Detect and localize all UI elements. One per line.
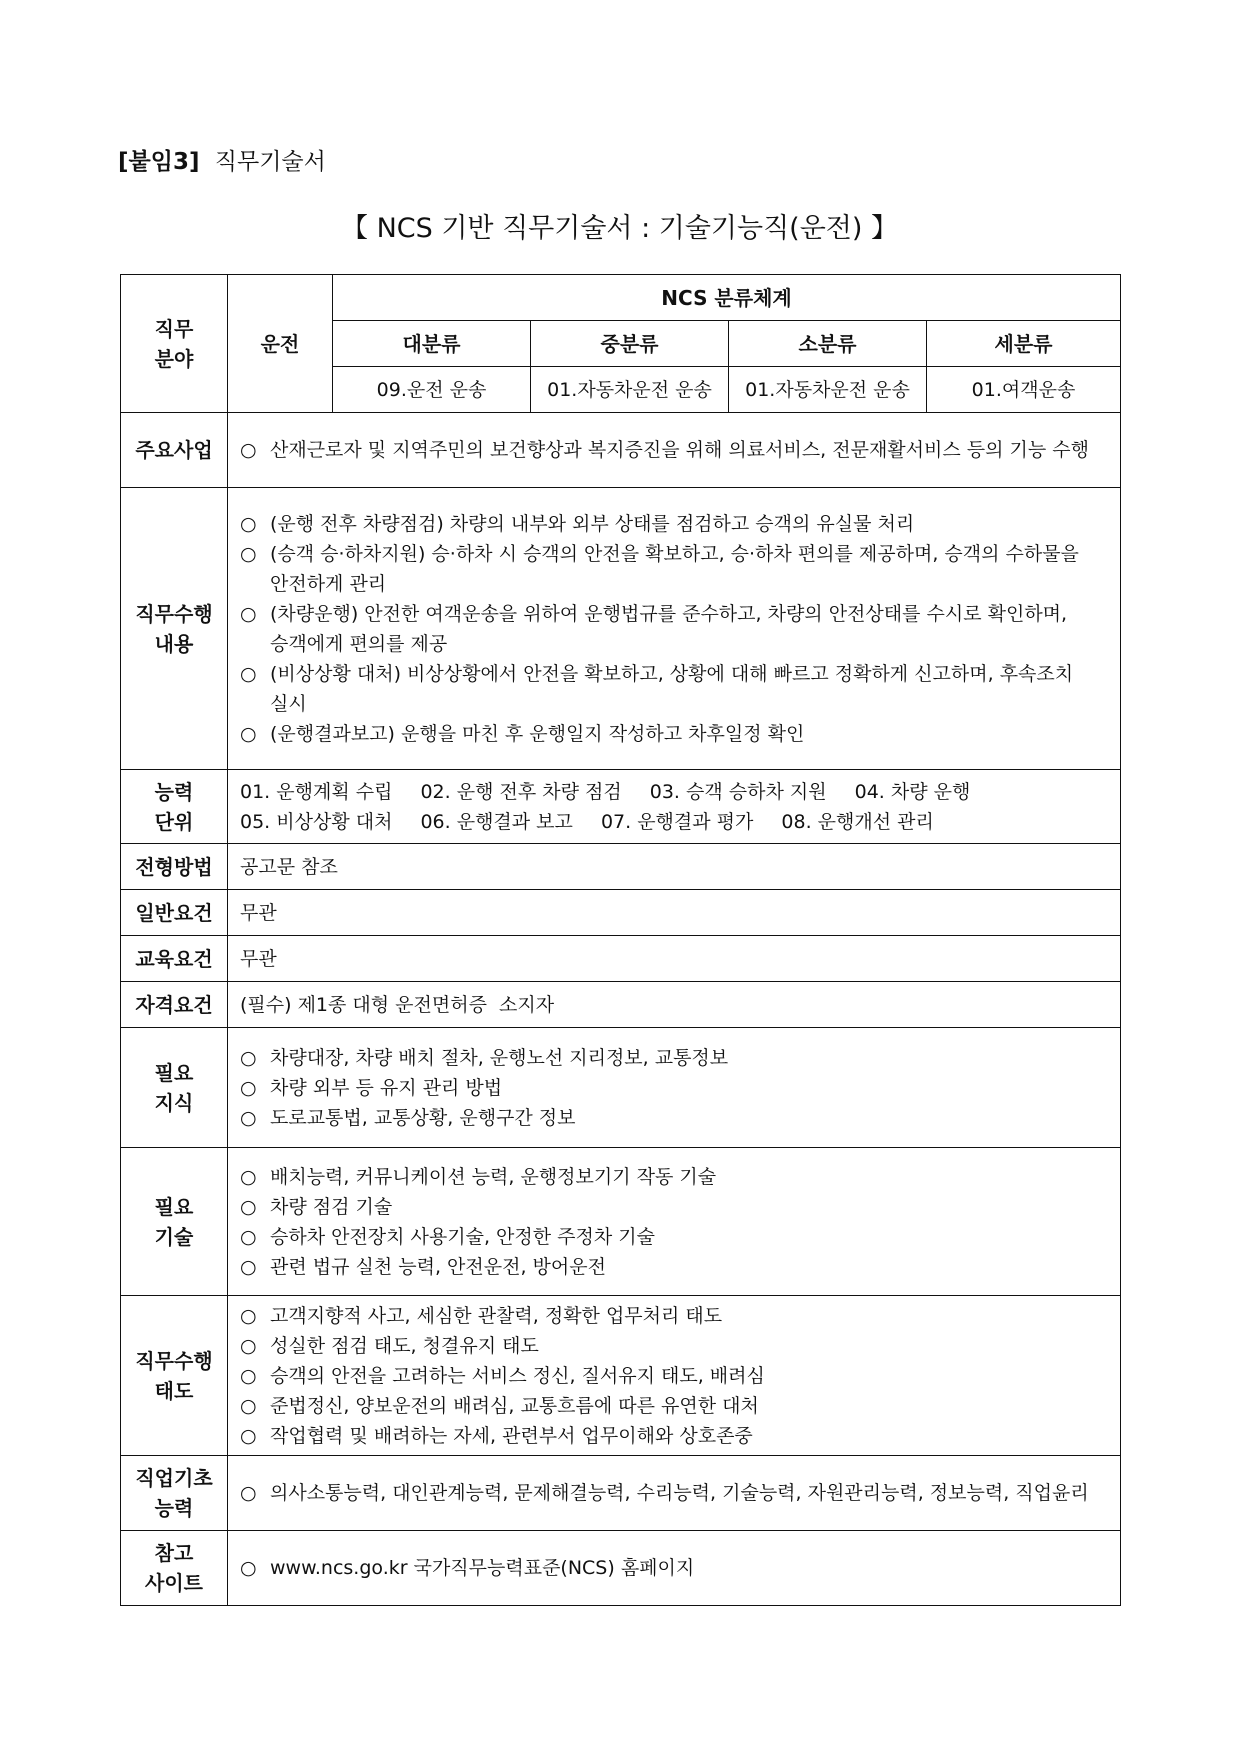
required-skills-list bbox=[240, 1162, 1108, 1282]
bullet-item bbox=[240, 1553, 1108, 1583]
duty-content-list bbox=[240, 509, 1108, 749]
required-knowledge-header bbox=[121, 1028, 228, 1148]
row-education-requirement bbox=[121, 936, 1121, 982]
required-skills-header-line1: 필요 bbox=[154, 1194, 194, 1219]
row-duty-attitude bbox=[121, 1296, 1121, 1456]
duty-content-header-line2: 내용 bbox=[154, 631, 194, 656]
bullet-text: 배치능력, 커뮤니케이션 능력, 운행정보기기 작동 기술 bbox=[270, 1165, 717, 1188]
class-value-middle: 01.자동차운전 운송 bbox=[531, 367, 729, 413]
bullet-item bbox=[240, 1331, 1108, 1361]
duty-content-header bbox=[121, 488, 228, 770]
ability-units-header bbox=[121, 770, 228, 844]
bullet-text: 승객의 안전을 고려하는 서비스 정신, 질서유지 태도, 배려심 bbox=[270, 1364, 765, 1387]
job-field-value: 운전 bbox=[228, 275, 333, 413]
bullet-item bbox=[240, 509, 1108, 539]
bullet-text: (차량운행) 안전한 여객운송을 위하여 운행법규를 준수하고, 차량의 안전상태를 수시로 확인하며, 승객에게 편의를 제공 bbox=[270, 602, 1068, 655]
circle-bullet-icon: ○ bbox=[240, 1304, 257, 1327]
required-knowledge-body bbox=[228, 1028, 1121, 1148]
ability-unit: 06. 운행결과 보고 bbox=[420, 810, 573, 833]
ability-units-header-line1: 능력 bbox=[154, 779, 194, 804]
class-header-middle: 중분류 bbox=[531, 321, 729, 367]
education-requirement-header: 교육요건 bbox=[121, 936, 228, 982]
bullet-text: (비상상황 대처) 비상상황에서 안전을 확보하고, 상황에 대해 빠르고 정확하게 신고하며, 후속조치 실시 bbox=[270, 662, 1074, 715]
duty-attitude-header bbox=[121, 1296, 228, 1456]
circle-bullet-icon: ○ bbox=[240, 1106, 257, 1129]
ability-unit: 07. 운행결과 평가 bbox=[600, 810, 754, 833]
bullet-text: 준법정신, 양보운전의 배려심, 교통흐름에 따른 유연한 대처 bbox=[270, 1394, 759, 1417]
circle-bullet-icon: ○ bbox=[240, 1255, 257, 1278]
required-skills-header-line2: 기술 bbox=[154, 1224, 194, 1249]
circle-bullet-icon: ○ bbox=[240, 1225, 257, 1248]
bullet-text: (승객 승·하차지원) 승·하차 시 승객의 안전을 확보하고, 승·하차 편의를 제공하며, 승객의 수하물을 안전하게 관리 bbox=[270, 542, 1079, 595]
ability-unit: 01. 운행계획 수립 bbox=[240, 780, 393, 803]
ability-unit: 05. 비상상황 대처 bbox=[240, 810, 393, 833]
bullet-item bbox=[240, 719, 1108, 749]
ability-units-header-line2: 단위 bbox=[154, 809, 194, 834]
class-header-major: 대분류 bbox=[333, 321, 531, 367]
required-skills-body bbox=[228, 1148, 1121, 1296]
job-description-table bbox=[120, 274, 1121, 1606]
bullet-item bbox=[240, 1391, 1108, 1421]
selection-method-value: 공고문 참조 bbox=[228, 844, 1121, 890]
basic-competency-header-line1: 직업기초 bbox=[135, 1466, 213, 1490]
bullet-text: 의사소통능력, 대인관계능력, 문제해결능력, 수리능력, 기술능력, 자원관리능력, 정보능력, 직업윤리 bbox=[270, 1482, 1089, 1504]
duty-attitude-header-line2: 태도 bbox=[154, 1378, 194, 1403]
row-selection-method bbox=[121, 844, 1121, 890]
circle-bullet-icon: ○ bbox=[240, 1394, 257, 1417]
bullet-text: 차량 외부 등 유지 관리 방법 bbox=[270, 1076, 503, 1099]
bullet-item bbox=[240, 1421, 1108, 1451]
circle-bullet-icon: ○ bbox=[240, 1482, 257, 1504]
ability-units-line-1 bbox=[240, 777, 1108, 807]
basic-competency-list bbox=[240, 1478, 1108, 1508]
circle-bullet-icon: ○ bbox=[240, 439, 257, 461]
bullet-text: 고객지향적 사고, 세심한 관찰력, 정확한 업무처리 태도 bbox=[270, 1304, 723, 1327]
ability-unit: 08. 운행개선 관리 bbox=[781, 810, 934, 833]
selection-method-header: 전형방법 bbox=[121, 844, 228, 890]
row-required-knowledge bbox=[121, 1028, 1121, 1148]
circle-bullet-icon: ○ bbox=[240, 1046, 257, 1069]
duty-content-body bbox=[228, 488, 1121, 770]
bullet-text: 성실한 점검 태도, 청결유지 태도 bbox=[270, 1334, 539, 1357]
row-duty-content bbox=[121, 488, 1121, 770]
bullet-text: 차량 점검 기술 bbox=[270, 1195, 393, 1218]
circle-bullet-icon: ○ bbox=[240, 722, 257, 745]
row-job-field-header bbox=[121, 275, 1121, 321]
bullet-item bbox=[240, 539, 1108, 599]
qualification-value: (필수) 제1종 대형 운전면허증 소지자 bbox=[228, 982, 1121, 1028]
bullet-item bbox=[240, 1252, 1108, 1282]
circle-bullet-icon: ○ bbox=[240, 1364, 257, 1387]
job-field-header-line2: 분야 bbox=[154, 346, 194, 371]
circle-bullet-icon: ○ bbox=[240, 602, 257, 625]
bullet-text: 작업협력 및 배려하는 자세, 관련부서 업무이해와 상호존중 bbox=[270, 1424, 753, 1447]
row-reference-site bbox=[121, 1531, 1121, 1606]
reference-site-header-line2: 사이트 bbox=[145, 1571, 203, 1595]
class-value-minor: 01.자동차운전 운송 bbox=[729, 367, 927, 413]
document-title: 【 NCS 기반 직무기술서 : 기술기능직(운전) 】 bbox=[341, 213, 898, 244]
bullet-text: (운행결과보고) 운행을 마친 후 운행일지 작성하고 차후일정 확인 bbox=[270, 722, 805, 745]
bullet-text: 승하차 안전장치 사용기술, 안정한 주정차 기술 bbox=[270, 1225, 655, 1248]
ability-unit: 02. 운행 전후 차량 점검 bbox=[420, 780, 622, 803]
basic-competency-body bbox=[228, 1456, 1121, 1531]
reference-site-list bbox=[240, 1553, 1108, 1583]
row-basic-competency bbox=[121, 1456, 1121, 1531]
job-field-header-line1: 직무 bbox=[154, 316, 194, 341]
class-header-minor: 소분류 bbox=[729, 321, 927, 367]
row-main-business bbox=[121, 413, 1121, 488]
ability-units-line-2 bbox=[240, 807, 1108, 837]
class-value-detail: 01.여객운송 bbox=[927, 367, 1121, 413]
education-requirement-value: 무관 bbox=[228, 936, 1121, 982]
bullet-item bbox=[240, 1192, 1108, 1222]
circle-bullet-icon: ○ bbox=[240, 1424, 257, 1447]
ability-unit: 04. 차량 운행 bbox=[854, 780, 971, 803]
circle-bullet-icon: ○ bbox=[240, 1165, 257, 1188]
duty-attitude-list bbox=[240, 1301, 1108, 1451]
bullet-text: 관련 법규 실천 능력, 안전운전, 방어운전 bbox=[270, 1255, 606, 1278]
main-business-content bbox=[228, 413, 1121, 488]
row-qualification bbox=[121, 982, 1121, 1028]
reference-site-header bbox=[121, 1531, 228, 1606]
bullet-item bbox=[240, 1222, 1108, 1252]
bullet-text: 차량대장, 차량 배치 절차, 운행노선 지리정보, 교통정보 bbox=[270, 1046, 729, 1069]
required-knowledge-list bbox=[240, 1043, 1108, 1133]
bullet-item bbox=[240, 1478, 1108, 1508]
ability-unit: 03. 승객 승하차 지원 bbox=[649, 780, 827, 803]
required-knowledge-header-line1: 필요 bbox=[154, 1060, 194, 1085]
main-business-header: 주요사업 bbox=[121, 413, 228, 488]
basic-competency-header-line2: 능력 bbox=[154, 1496, 194, 1520]
attachment-label bbox=[118, 146, 326, 178]
bullet-text: www.ncs.go.kr 국가직무능력표준(NCS) 홈페이지 bbox=[270, 1557, 695, 1579]
circle-bullet-icon: ○ bbox=[240, 1076, 257, 1099]
bullet-item bbox=[240, 1073, 1108, 1103]
bullet-item bbox=[240, 659, 1108, 719]
circle-bullet-icon: ○ bbox=[240, 542, 257, 565]
circle-bullet-icon: ○ bbox=[240, 662, 257, 685]
bullet-item bbox=[240, 1361, 1108, 1391]
bullet-item bbox=[240, 1301, 1108, 1331]
main-business-list bbox=[240, 435, 1108, 465]
required-skills-header bbox=[121, 1148, 228, 1296]
circle-bullet-icon: ○ bbox=[240, 1334, 257, 1357]
reference-site-header-line1: 참고 bbox=[154, 1541, 194, 1565]
required-knowledge-header-line2: 지식 bbox=[154, 1090, 194, 1115]
row-required-skills bbox=[121, 1148, 1121, 1296]
bullet-item bbox=[240, 435, 1108, 465]
ncs-header: NCS 분류체계 bbox=[333, 275, 1121, 321]
duty-content-header-line1: 직무수행 bbox=[135, 601, 213, 626]
bullet-item bbox=[240, 1103, 1108, 1133]
row-ability-units bbox=[121, 770, 1121, 844]
basic-competency-header bbox=[121, 1456, 228, 1531]
attachment-tag: [붙임3] bbox=[118, 149, 200, 175]
bullet-text: 도로교통법, 교통상황, 운행구간 정보 bbox=[270, 1106, 576, 1129]
circle-bullet-icon: ○ bbox=[240, 1195, 257, 1218]
general-requirement-header: 일반요건 bbox=[121, 890, 228, 936]
qualification-header: 자격요건 bbox=[121, 982, 228, 1028]
job-field-header bbox=[121, 275, 228, 413]
circle-bullet-icon: ○ bbox=[240, 512, 257, 535]
bullet-item bbox=[240, 1043, 1108, 1073]
attachment-name: 직무기술서 bbox=[214, 149, 326, 175]
bullet-text: (운행 전후 차량점검) 차량의 내부와 외부 상태를 점검하고 승객의 유실물 처리 bbox=[270, 512, 915, 535]
ability-units-body bbox=[228, 770, 1121, 844]
bullet-text: 산재근로자 및 지역주민의 보건향상과 복지증진을 위해 의료서비스, 전문재활서비스 등의 기능 수행 bbox=[270, 439, 1089, 461]
circle-bullet-icon: ○ bbox=[240, 1557, 257, 1579]
class-value-major: 09.운전 운송 bbox=[333, 367, 531, 413]
duty-attitude-body bbox=[228, 1296, 1121, 1456]
bullet-item bbox=[240, 1162, 1108, 1192]
class-header-detail: 세분류 bbox=[927, 321, 1121, 367]
reference-site-body bbox=[228, 1531, 1121, 1606]
row-general-requirement bbox=[121, 890, 1121, 936]
duty-attitude-header-line1: 직무수행 bbox=[135, 1348, 213, 1373]
bullet-item bbox=[240, 599, 1108, 659]
general-requirement-value: 무관 bbox=[228, 890, 1121, 936]
